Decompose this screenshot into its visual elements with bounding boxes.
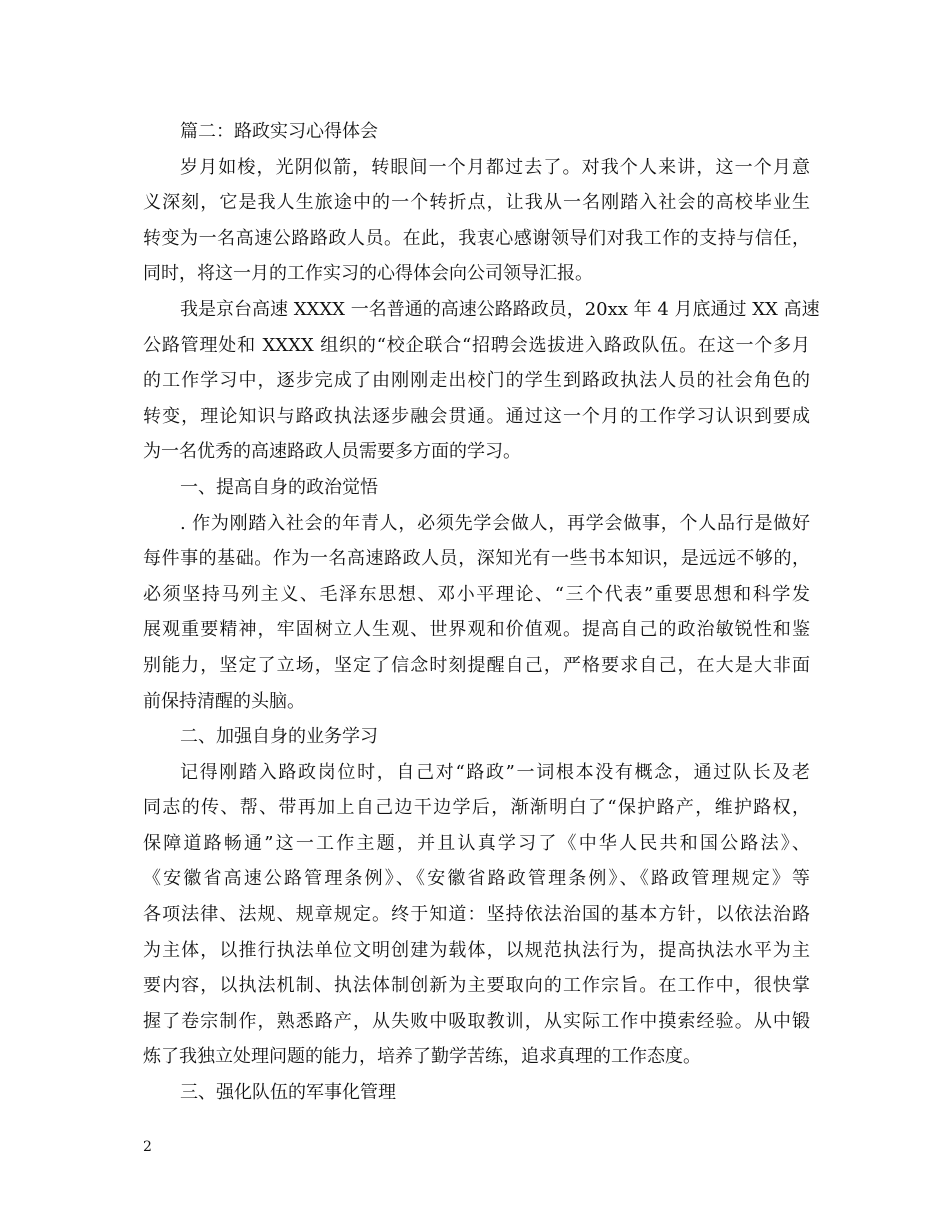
text-line: 展观重要精神，牢固树立人生观、世界观和价值观。提高自己的政治敏锐性和鉴 [143, 619, 810, 641]
text-line: 握了卷宗制作，熟悉路产，从失败中吸取教训，从实际工作中摸索经验。从中锻 [143, 1010, 810, 1032]
text-line: 同志的传、帮、带再加上自己边干边学后，渐渐明白了“保护路产，维护路权， [143, 797, 810, 819]
page-number: 2 [143, 1139, 152, 1155]
document-body [143, 114, 820, 1111]
text-line: 转变，理论知识与路政执法逐步融会贯通。通过这一个月的工作学习认识到要成 [143, 405, 810, 427]
text-line: 同时，将这一月的工作实习的心得体会向公司领导汇报。 [143, 263, 593, 285]
text-line: 篇二：路政实习心得体会 [180, 121, 378, 142]
text-line: . 作为刚踏入社会的年青人，必须先学会做人，再学会做事，个人品行是做好 [180, 512, 810, 534]
text-line: 义深刻，它是我人生旅途中的一个转折点，让我从一名刚踏入社会的高校毕业生 [143, 192, 810, 214]
text-line: 前保持清醒的头脑。 [143, 690, 305, 712]
text-line: 为主体，以推行执法单位文明创建为载体，以规范执法行为，提高执法水平为主 [143, 939, 810, 961]
text-line: 每件事的基础。作为一名高速路政人员，深知光有一些书本知识，是远远不够的， [143, 548, 810, 570]
text-line: 一、提高自身的政治觉悟 [180, 476, 378, 498]
text-line: 三、强化队伍的军事化管理 [180, 1082, 396, 1104]
text-line: 二、加强自身的业务学习 [180, 726, 378, 748]
text-line: 《安徽省高速公路管理条例》、《安徽省路政管理条例》、《路政管理规定》等 [143, 868, 810, 890]
text-line: 必须坚持马列主义、毛泽东思想、邓小平理论、“三个代表”重要思想和科学发 [143, 583, 810, 605]
text-line: 转变为一名高速公路路政人员。在此，我衷心感谢领导们对我工作的支持与信任， [143, 227, 810, 249]
text-line: 为一名优秀的高速路政人员需要多方面的学习。 [143, 441, 521, 463]
text-line: 各项法律、法规、规章规定。终于知道：坚持依法治国的基本方针，以依法治路 [143, 904, 810, 926]
text-line: 炼了我独立处理问题的能力，培养了勤学苦练，追求真理的工作态度。 [143, 1046, 701, 1068]
text-line: 我是京台高速 XXXX 一名普通的高速公路路政员，20xx 年 4 月底通过 XX 高速 [180, 298, 820, 320]
text-line: 岁月如梭，光阴似箭，转眼间一个月都过去了。对我个人来讲，这一个月意 [180, 156, 810, 178]
text-line: 别能力，坚定了立场，坚定了信念时刻提醒自己，严格要求自己，在大是大非面 [143, 654, 810, 676]
text-line: 公路管理处和 XXXX 组织的“校企联合“招聘会选拔进入路政队伍。在这一个多月 [143, 334, 810, 356]
text-line: 保障道路畅通”这一工作主题，并且认真学习了《中华人民共和国公路法》、 [143, 832, 810, 854]
text-line: 记得刚踏入路政岗位时，自己对“路政”一词根本没有概念，通过队长及老 [180, 761, 810, 783]
text-line: 要内容，以执法机制、执法体制创新为主要取向的工作宗旨。在工作中，很快掌 [143, 975, 810, 997]
text-line: 的工作学习中，逐步完成了由刚刚走出校门的学生到路政执法人员的社会角色的 [143, 370, 810, 392]
